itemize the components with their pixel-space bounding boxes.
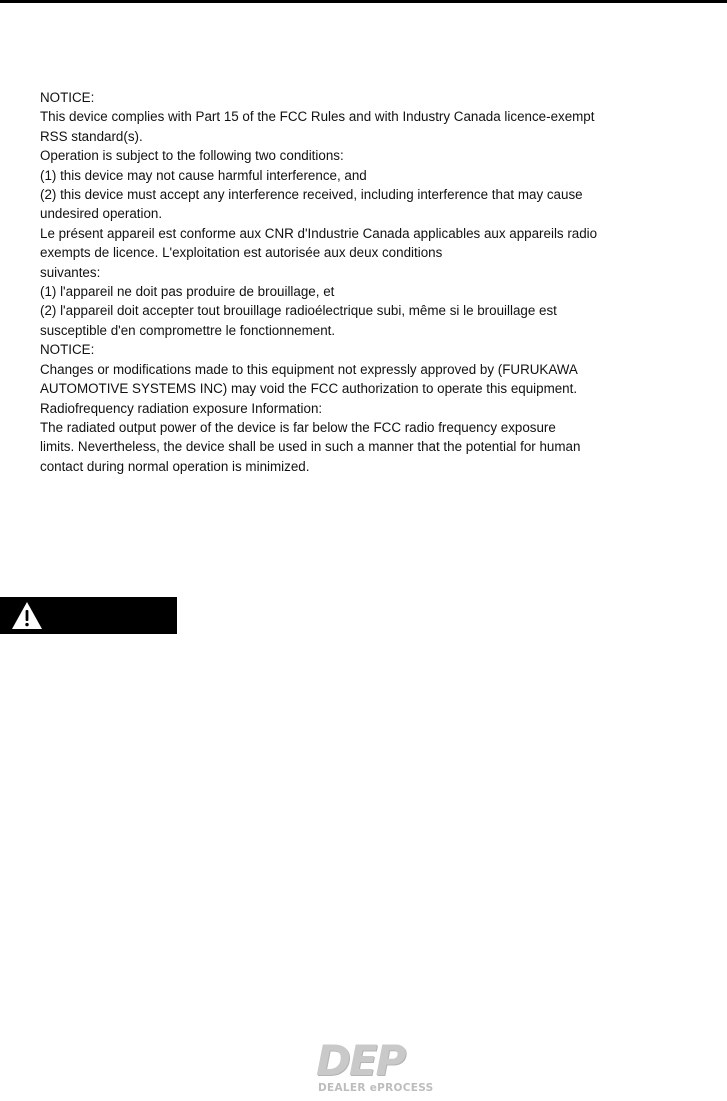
notice-line: Radiofrequency radiation exposure Information: bbox=[40, 400, 323, 416]
notice-line: susceptible d'en compromettre le fonctionnement. bbox=[40, 322, 336, 338]
notice-line: exempts de licence. L'exploitation est autorisée aux deux conditions bbox=[40, 245, 443, 261]
notice-line: (1) this device may not cause harmful interference, and bbox=[40, 167, 367, 183]
warning-triangle-icon bbox=[11, 601, 43, 630]
notice-line: Changes or modifications made to this equipment not expressly approved by (FURUKAWA bbox=[40, 361, 578, 377]
notice-line: undesired operation. bbox=[40, 206, 163, 222]
notice-line: NOTICE: bbox=[40, 90, 95, 105]
logo-tagline: DEALER ePROCESS bbox=[318, 1082, 434, 1094]
notice-line: (2) l'appareil doit accepter tout brouillage radioélectrique subi, même si le brouillage est bbox=[40, 303, 557, 319]
notice-line: suivantes: bbox=[40, 264, 101, 280]
logo-letters: DEP bbox=[316, 1036, 405, 1085]
top-rule bbox=[0, 0, 727, 3]
notice-line: contact during normal operation is minimized. bbox=[40, 458, 310, 474]
notice-line: (1) l'appareil ne doit pas produire de brouillage, et bbox=[40, 284, 335, 300]
notice-line: RSS standard(s). bbox=[40, 128, 143, 144]
notice-line: (2) this device must accept any interference received, including interference that may cause bbox=[40, 187, 583, 203]
warning-banner bbox=[0, 597, 177, 634]
fcc-notice-text bbox=[40, 88, 710, 476]
notice-line: AUTOMOTIVE SYSTEMS INC) may void the FCC authorization to operate this equipment. bbox=[40, 381, 578, 397]
notice-line: limits. Nevertheless, the device shall be used in such a manner that the potential for human bbox=[40, 439, 581, 455]
notice-line: This device complies with Part 15 of the FCC Rules and with Industry Canada licence-exempt bbox=[40, 109, 595, 125]
notice-line: NOTICE: bbox=[40, 342, 95, 358]
notice-line: Operation is subject to the following two conditions: bbox=[40, 148, 344, 164]
dealer-eprocess-logo bbox=[314, 1036, 447, 1099]
notice-line: Le présent appareil est conforme aux CNR d'Industrie Canada applicables aux appareils radio bbox=[40, 225, 598, 241]
notice-line: The radiated output power of the device is far below the FCC radio frequency exposure bbox=[40, 419, 556, 435]
